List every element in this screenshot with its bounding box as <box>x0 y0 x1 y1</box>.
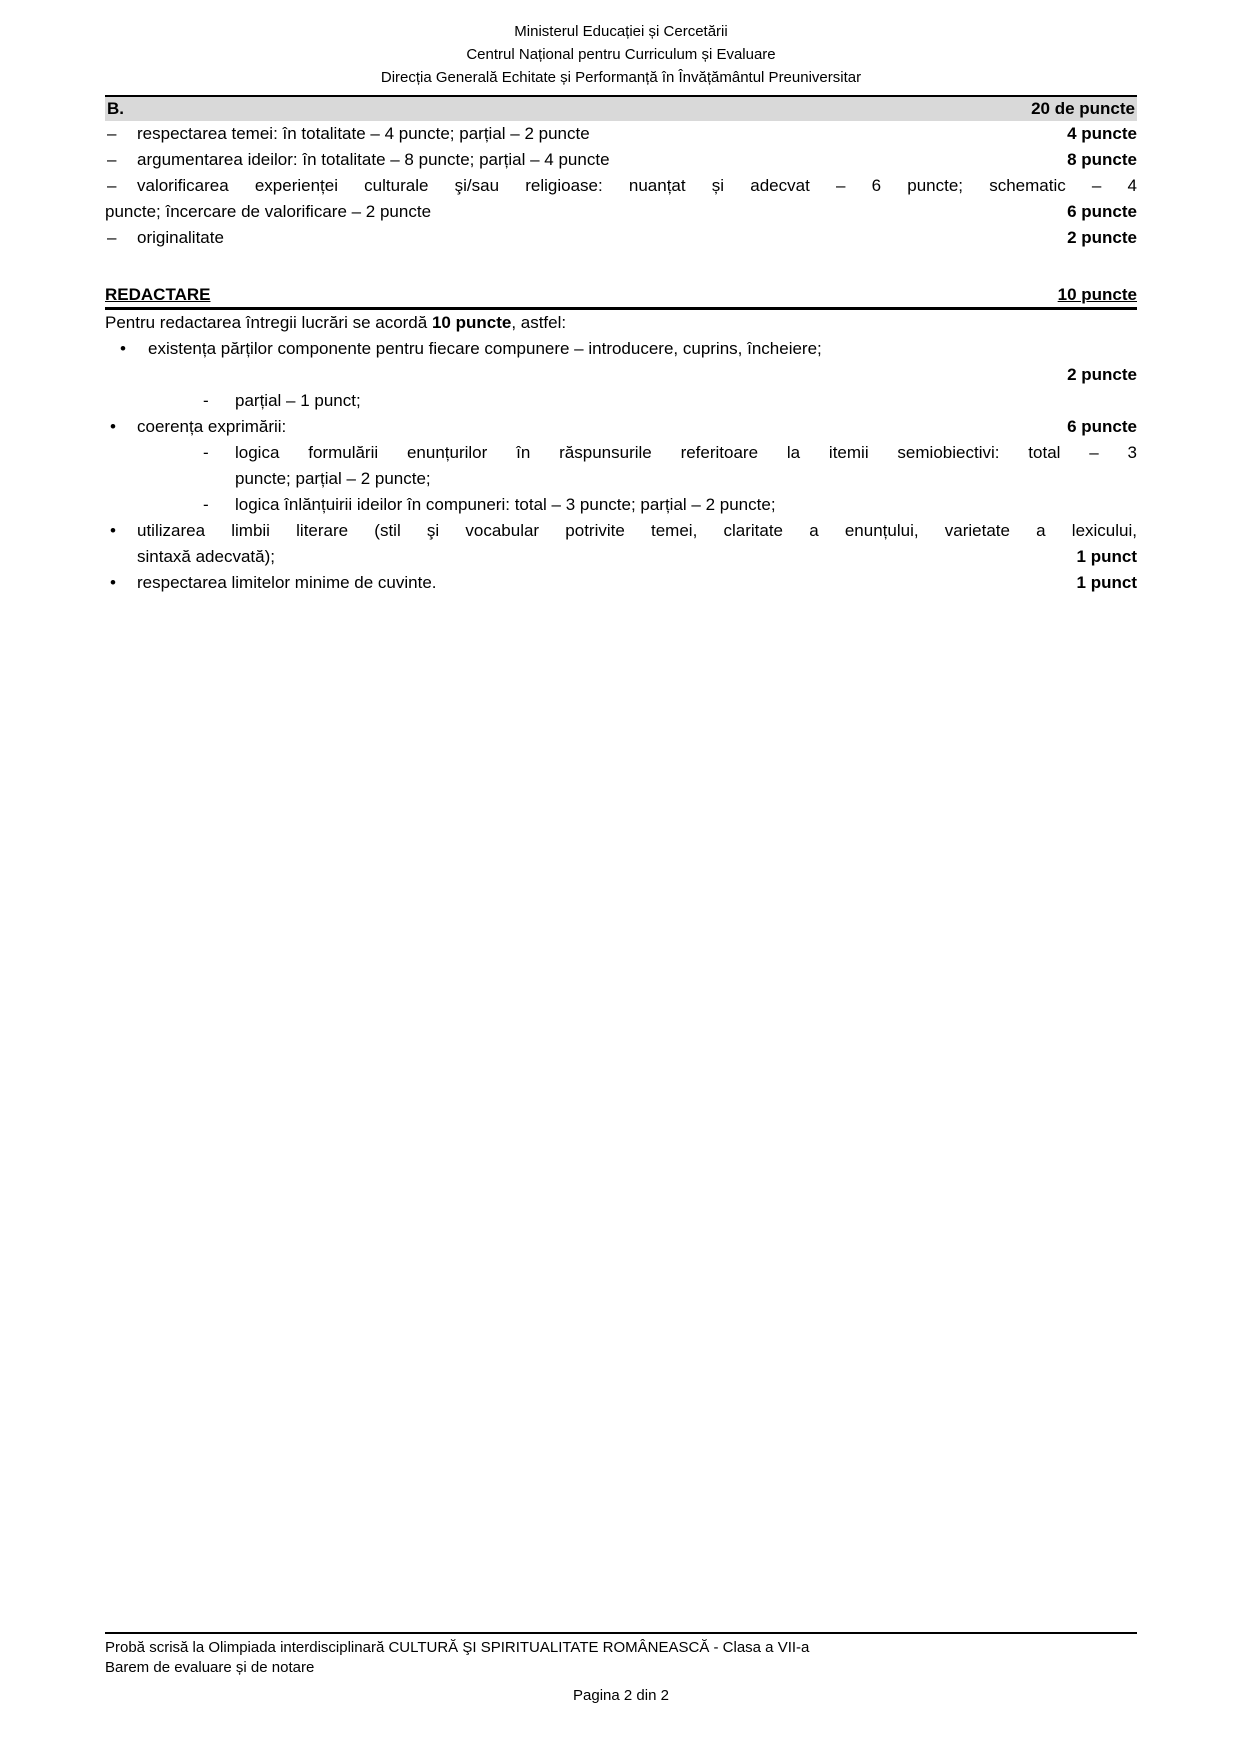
sub-bullet-row <box>105 492 1137 518</box>
bullet-label: sintaxă adecvată); <box>137 547 275 566</box>
header-ministry: Ministerul Educației și Cercetării <box>514 23 728 40</box>
bullet-label: utilizarea limbii literare (stil şi vocabular potrivite temei, claritate a enunțului, varietate a lexicului, <box>137 521 1137 540</box>
hyphen-marker: - <box>203 391 209 410</box>
bullet-row <box>105 336 1137 362</box>
bullet-label: respectarea limitelor minime de cuvinte. <box>137 573 437 592</box>
criterion-label: puncte; încercare de valorificare – 2 puncte <box>105 202 432 221</box>
document-header <box>105 20 1137 89</box>
dash-marker: – <box>107 176 117 195</box>
bullet-marker: • <box>110 521 116 540</box>
criterion-label: argumentarea ideilor: în totalitate – 8 puncte; parțial – 4 puncte <box>137 150 610 169</box>
criterion-score: 2 puncte <box>1067 228 1137 247</box>
sub-bullet-row <box>105 388 1137 414</box>
criterion-score: 6 puncte <box>1067 202 1137 221</box>
sub-bullet-row <box>105 440 1137 466</box>
criterion-row <box>105 121 1137 147</box>
sub-bullet-label: logica formulării enunțurilor în răspunsurile referitoare la itemii semiobiectivi: total – 3 <box>235 443 1137 462</box>
criterion-row <box>105 225 1137 251</box>
redactare-total: 10 puncte <box>1057 285 1137 304</box>
bullet-score: 1 punct <box>1076 573 1137 592</box>
bullet-continuation <box>105 544 1137 570</box>
bullet-marker: • <box>110 417 116 436</box>
criterion-label: originalitate <box>137 228 224 247</box>
redactare-title: REDACTARE <box>105 285 211 304</box>
bullet-text <box>105 570 1077 596</box>
hyphen-marker: - <box>203 443 209 462</box>
bullet-row <box>105 570 1137 596</box>
bullet-row <box>105 518 1137 544</box>
bullet-score: 1 punct <box>1076 547 1137 566</box>
bullet-label: coerența exprimării: <box>137 417 287 436</box>
criterion-score: 4 puncte <box>1067 124 1137 143</box>
intro-points: 10 puncte <box>431 313 512 332</box>
page-content <box>105 20 1137 596</box>
bullet-label: existența părților componente pentru fiecare compunere – introducere, cuprins, încheiere; <box>148 339 822 358</box>
redactare-intro <box>105 310 1137 336</box>
criterion-score: 8 puncte <box>1067 150 1137 169</box>
hyphen-marker: - <box>203 495 209 514</box>
page-footer <box>105 1632 1137 1706</box>
section-b-header-row <box>105 97 1137 121</box>
criterion-text <box>105 173 1137 199</box>
bullet-marker: • <box>110 573 116 592</box>
criterion-row <box>105 173 1137 225</box>
intro-text-end: , astfel: <box>511 313 567 332</box>
bullet-row <box>105 414 1137 440</box>
redactare-header-row <box>105 283 1137 310</box>
footer-barem-label: Barem de evaluare și de notare <box>105 1659 315 1676</box>
header-directorate: Direcția Generală Echitate și Performanță în Învățământul Preuniversitar <box>380 69 862 86</box>
header-center: Centrul Național pentru Curriculum și Evaluare <box>466 46 776 63</box>
section-b-table <box>105 95 1137 251</box>
dash-marker: – <box>107 228 117 247</box>
section-b-label: B. <box>107 99 124 118</box>
criterion-text <box>105 121 1067 147</box>
bullet-score: 6 puncte <box>1067 417 1137 436</box>
criterion-text <box>105 225 1067 251</box>
bullet-marker: • <box>120 339 126 358</box>
criterion-row <box>105 147 1137 173</box>
section-b-total: 20 de puncte <box>1031 99 1135 118</box>
criterion-text <box>105 147 1067 173</box>
sub-bullet-label: parțial – 1 punct; <box>235 391 361 410</box>
bullet-score: 2 puncte <box>1067 365 1137 384</box>
dash-marker: – <box>107 150 117 169</box>
bullet-text <box>105 414 1067 440</box>
page-number: Pagina 2 din 2 <box>573 1687 669 1704</box>
criterion-label: valorificarea experienței culturale şi/sau religioase: nuanțat și adecvat – 6 puncte; schematic – 4 <box>137 176 1137 195</box>
criterion-label: respectarea temei: în totalitate – 4 puncte; parțial – 2 puncte <box>137 124 590 143</box>
footer-exam-title: Probă scrisă la Olimpiada interdisciplinară CULTURĂ ŞI SPIRITUALITATE ROMÂNEASCĂ - Clasa a VII-a <box>105 1639 810 1656</box>
criterion-continuation <box>105 199 1137 225</box>
intro-text: Pentru redactarea întregii lucrări se acordă <box>105 313 432 332</box>
sub-bullet-label: logica înlănțuirii ideilor în compuneri: total – 3 puncte; parțial – 2 puncte; <box>235 495 776 514</box>
dash-marker: – <box>107 124 117 143</box>
sub-bullet-continuation: puncte; parțial – 2 puncte; <box>235 469 431 488</box>
